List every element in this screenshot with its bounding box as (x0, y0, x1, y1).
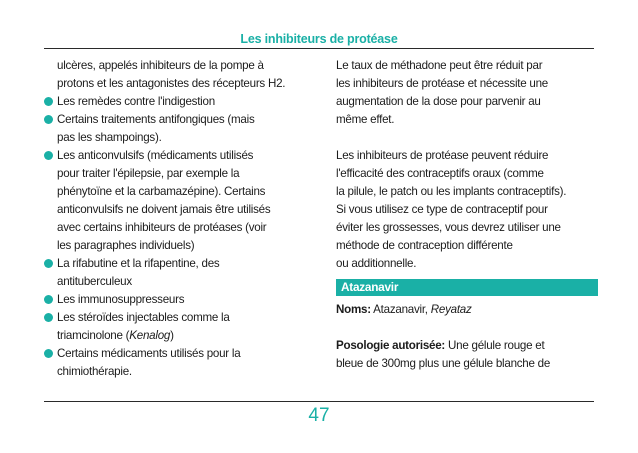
text-line: pas les shampoings). (57, 131, 162, 144)
dosage-label: Posologie autorisée: (336, 339, 446, 352)
text-line: antituberculeux (57, 275, 132, 288)
bullet-item (44, 345, 319, 381)
text-line: Les immunosuppresseurs (57, 293, 185, 306)
right-column (336, 57, 598, 373)
text-line: Le taux de méthadone peut être réduit par (336, 59, 543, 72)
text-line: les inhibiteurs de protéase et nécessite une (336, 77, 548, 90)
footer-rule (44, 401, 594, 402)
bullet-dot-icon (44, 295, 53, 304)
text-line: chimiothérapie. (57, 365, 132, 378)
text-line: Certains médicaments utilisés pour la (57, 347, 241, 360)
text-line: Les stéroïdes injectables comme la (57, 311, 230, 324)
bullet-dot-icon (44, 259, 53, 268)
bullet-item (44, 111, 319, 147)
section-heading-atazanavir: Atazanavir (336, 279, 598, 296)
page-number: 47 (308, 405, 330, 426)
text-line: Si vous utilisez ce type de contraceptif pour (336, 203, 548, 216)
bullet-dot-icon (44, 97, 53, 106)
text-line: l'efficacité des contraceptifs oraux (comme (336, 167, 544, 180)
bullet-dot-icon (44, 313, 53, 322)
text-fragment: ) (170, 329, 174, 342)
bullet-item (44, 255, 319, 291)
text-line: augmentation de la dose pour parvenir au (336, 95, 541, 108)
text-line (57, 327, 319, 345)
bullet-item (44, 309, 319, 345)
page-header-title: Les inhibiteurs de protéase (240, 32, 398, 46)
text-line: Les remèdes contre l'indigestion (57, 95, 215, 108)
names-label: Noms: (336, 303, 371, 316)
text-line: protons et les antagonistes des récepteurs H2. (57, 77, 286, 90)
names-line (336, 301, 598, 319)
bullet-item (44, 147, 319, 255)
bullet-dot-icon (44, 349, 53, 358)
text-line: les paragraphes individuels) (57, 239, 195, 252)
text-line: même effet. (336, 113, 395, 126)
bullet-item (44, 291, 319, 309)
left-column (44, 57, 319, 381)
text-line: Les anticonvulsifs (médicaments utilisés (57, 149, 254, 162)
text-line: la pilule, le patch ou les implants contraceptifs). (336, 185, 567, 198)
text-line: phénytoïne et la carbamazépine). Certains (57, 185, 266, 198)
header-rule (44, 48, 594, 49)
bullet-dot-icon (44, 151, 53, 160)
text-line: avec certains inhibiteurs de protéases (voir (57, 221, 267, 234)
text-fragment: triamcinolone ( (57, 329, 130, 342)
paragraph-gap (336, 319, 598, 337)
text-line: méthode de contraception différente (336, 239, 513, 252)
dosage-line: bleue de 300mg plus une gélule blanche de (336, 357, 551, 370)
brand-name: Kenalog (129, 329, 171, 342)
continuation-text (44, 57, 319, 93)
brand-name: Reyataz (430, 303, 472, 316)
text-line: Certains traitements antifongiques (mais (57, 113, 255, 126)
names-value: Atazanavir, (373, 303, 428, 316)
text-line: ulcères, appelés inhibiteurs de la pompe à (57, 59, 264, 72)
paragraph-methadone (336, 57, 598, 129)
text-line: La rifabutine et la rifapentine, des (57, 257, 220, 270)
text-line: Les inhibiteurs de protéase peuvent réduire (336, 149, 549, 162)
bullet-item (44, 93, 319, 111)
text-line: ou additionnelle. (336, 257, 417, 270)
dosage-text: Une gélule rouge et (448, 339, 545, 352)
dosage-line (336, 337, 598, 355)
text-line: éviter les grossesses, vous devrez utiliser une (336, 221, 561, 234)
bullet-dot-icon (44, 115, 53, 124)
text-line: pour traiter l'épilepsie, par exemple la (57, 167, 240, 180)
text-line: anticonvulsifs ne doivent jamais être utilisés (57, 203, 271, 216)
paragraph-gap (336, 129, 598, 147)
paragraph-contraceptives (336, 147, 598, 273)
